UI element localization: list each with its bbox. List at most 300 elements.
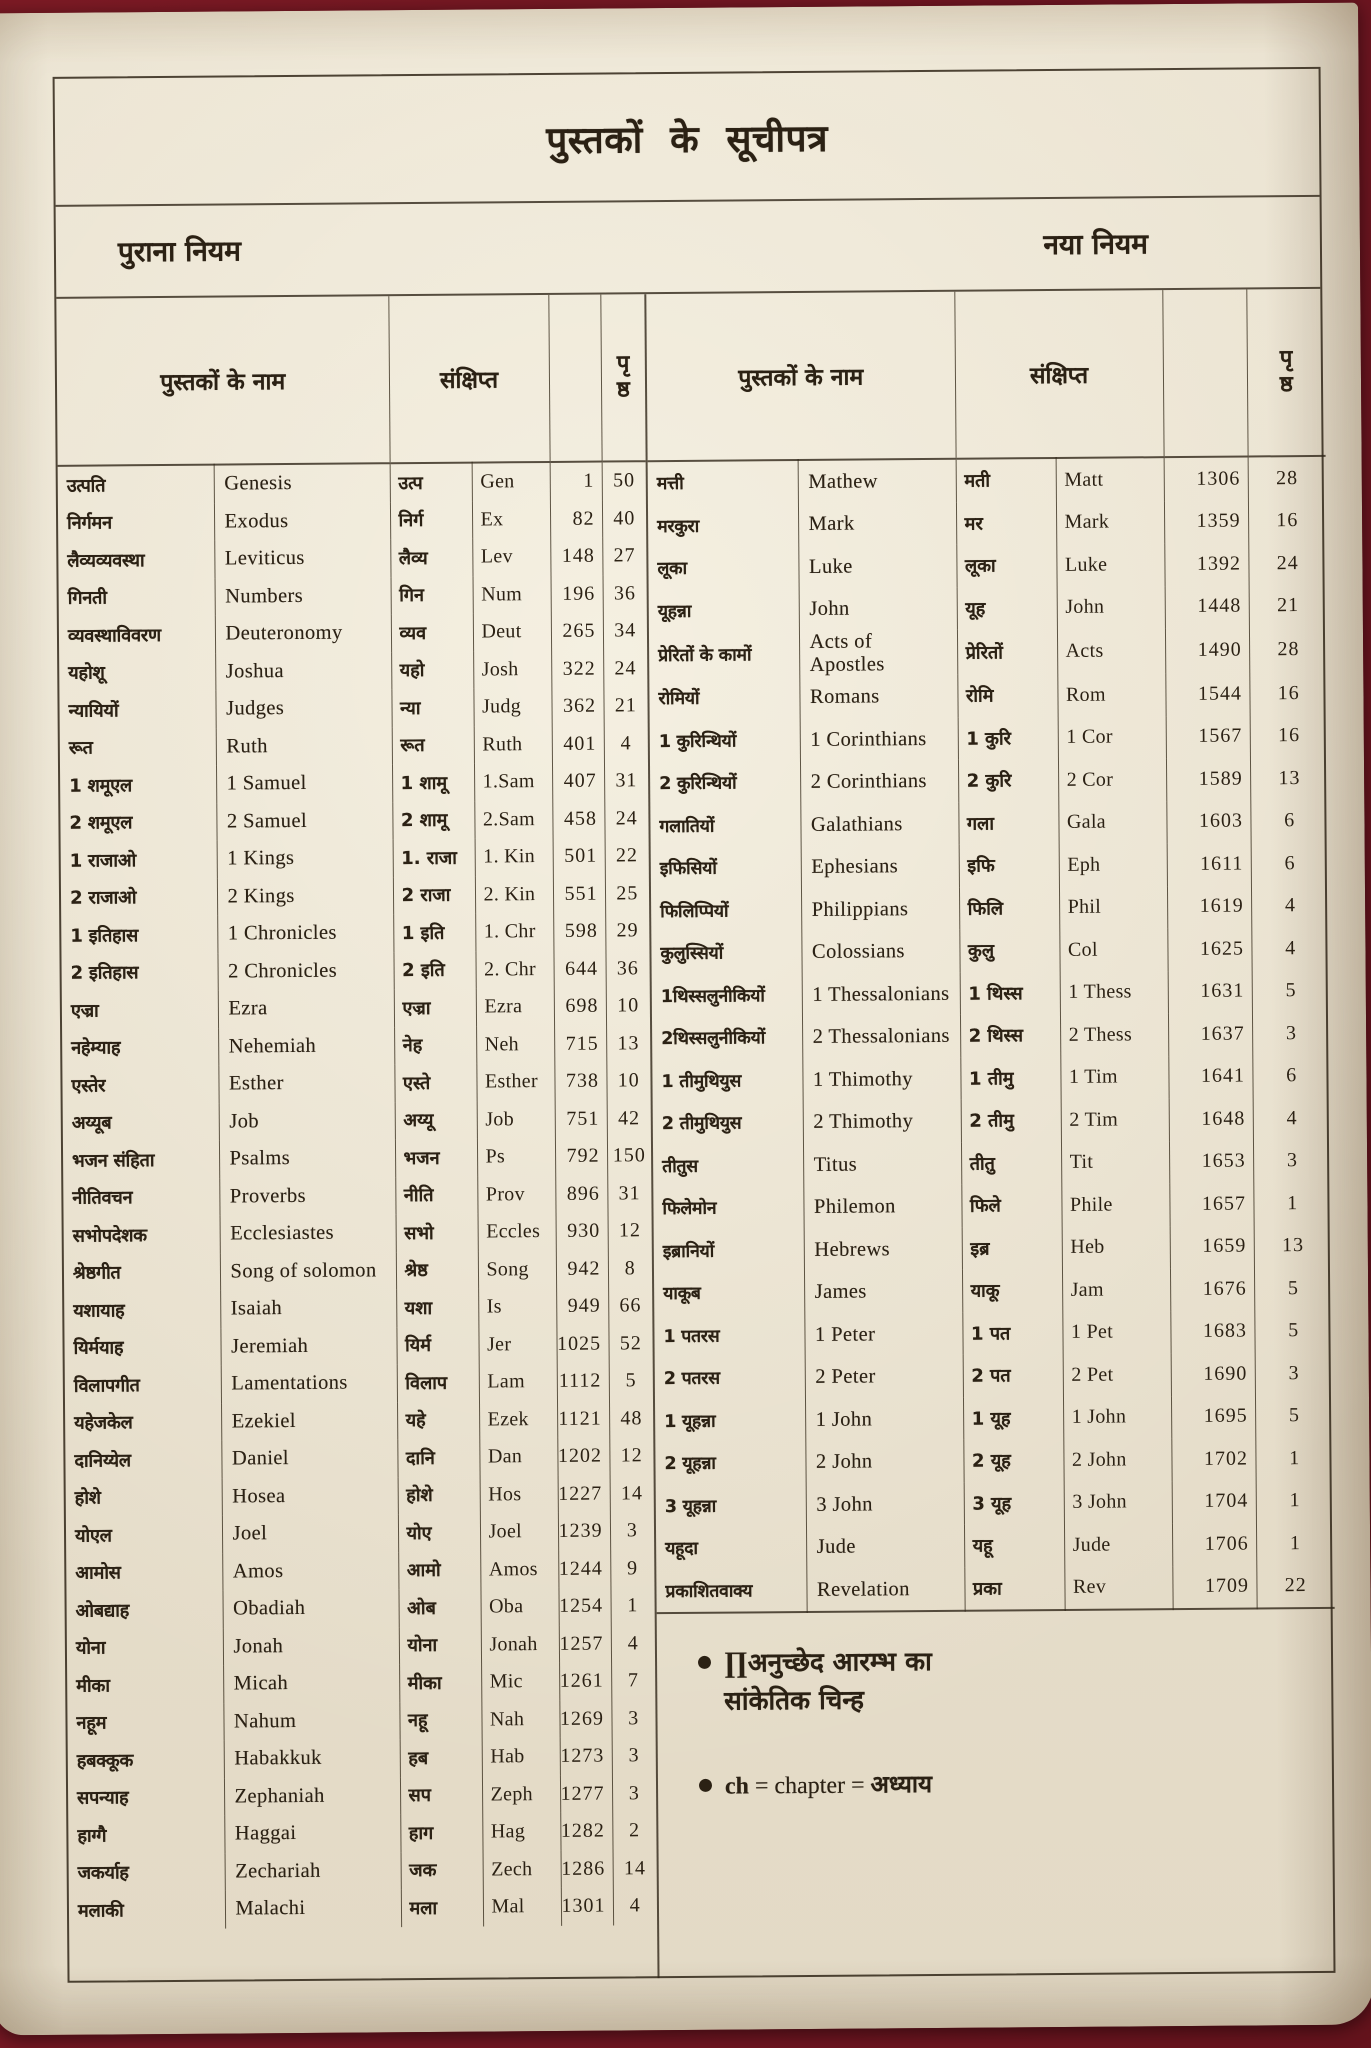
book-name-hindi-cell: याकूब [663,1284,701,1305]
book-abbr-english-cell: Lam [479,1363,557,1401]
page-number-cell: 1121 [557,1400,609,1438]
book-abbr-english-cell: Ezra [476,988,554,1026]
book-name-hindi-cell: नहूम [76,1712,107,1734]
chapter-count-cell: 21 [603,687,647,725]
book-name-hindi-cell: 1 पतरस [663,1326,720,1347]
book-abbr-hindi-cell: होशे [398,1476,480,1514]
table-row [648,499,1326,547]
chapter-count-cell: 3 [611,1700,655,1738]
chapter-count-cell: 6 [1251,842,1329,885]
table-row [65,1400,653,1442]
book-abbr-hindi-cell: 2 यूह [963,1439,1063,1482]
new-testament-table [646,289,1334,1614]
book-page [0,3,1371,2036]
book-name-hindi-cell: योएल [74,1525,112,1547]
table-row [655,1437,1333,1485]
page-number-cell: 1239 [558,1513,610,1551]
book-name-english-cell: 2 Chronicles [217,952,393,991]
book-name-hindi-cell: 3 यूहन्ना [664,1496,717,1517]
book-name-english-cell: Micah [223,1664,399,1703]
book-name-english-cell: Jonah [223,1627,399,1666]
table-row [59,612,647,654]
book-abbr-english-cell: Dan [479,1438,557,1476]
old-testament-table [56,294,657,1929]
book-name-english-cell: 1 Thessalonians [802,972,960,1016]
book-abbr-hindi-cell: यशा [396,1289,478,1327]
book-abbr-english-cell: Phile [1061,1183,1169,1226]
book-abbr-hindi-cell: 3 यूह [964,1482,1064,1525]
book-abbr-english-cell: Jam [1062,1268,1170,1311]
book-abbr-hindi-cell: आमो [398,1551,480,1589]
book-abbr-hindi-cell: अय्यू [395,1101,477,1139]
book-name-hindi-cell: यूहन्ना [657,601,692,622]
book-abbr-english-cell: Song [478,1250,556,1288]
book-name-hindi-cell: यहेजकेल [74,1412,133,1434]
chapter-count-cell: 1 [610,1587,654,1625]
book-abbr-hindi-cell: भजन [395,1139,477,1177]
table-row [66,1475,654,1517]
book-abbr-hindi-cell: 2 शामू [392,801,474,839]
book-name-english-cell: Zechariah [225,1852,401,1891]
table-row [65,1362,653,1404]
nt-header-blank [1162,289,1247,457]
page-number-cell: 1631 [1168,970,1252,1013]
book-name-hindi-cell: लूका [657,559,687,580]
book-abbr-hindi-cell: 1 शामू [392,764,474,802]
book-abbr-english-cell: Rom [1057,673,1165,716]
table-row [63,1175,651,1217]
chapter-count-cell: 1 [1255,1437,1333,1480]
ot-header-abbreviation: संक्षिप्त [388,295,549,463]
page-number-cell: 1659 [1170,1225,1254,1268]
book-abbr-hindi-cell: याकू [962,1269,1062,1312]
page-number-cell: 1709 [1172,1565,1256,1609]
chapter-count-cell: 24 [1248,542,1326,585]
page-number-cell: 401 [552,725,604,763]
book-name-english-cell: 2 John [805,1440,963,1484]
book-abbr-english-cell: 2 John [1063,1438,1171,1481]
page-number-cell: 598 [553,913,605,951]
book-abbr-hindi-cell: 1. राजा [393,839,475,877]
book-abbr-english-cell: Prov [477,1175,555,1213]
book-abbr-english-cell: Ruth [474,725,552,763]
chapter-count-cell: 4 [611,1625,655,1663]
nt-header-book-names: पुस्तकों के नाम [646,292,955,461]
chapter-count-cell: 36 [605,950,649,988]
table-row [64,1212,652,1254]
book-name-hindi-cell: गिनती [67,587,107,610]
book-name-hindi-cell: 1 इतिहास [70,924,139,947]
book-abbr-english-cell: 1 Cor [1058,716,1166,759]
book-abbr-english-cell: Gen [472,462,550,501]
page-number-cell: 1704 [1172,1480,1256,1523]
chapter-count-cell: 22 [1256,1564,1334,1608]
book-name-english-cell: 1 John [805,1397,963,1441]
book-name-english-cell: Ruth [216,727,392,766]
table-row [58,500,646,542]
table-row [59,687,647,729]
book-abbr-english-cell: 1 Tim [1060,1056,1168,1099]
page-number-cell: 1359 [1164,500,1248,543]
book-abbr-english-cell: Luke [1056,543,1164,586]
page-number-cell: 1683 [1170,1310,1254,1353]
chapter-count-cell: 3 [612,1775,656,1813]
book-abbr-english-cell: Deut [473,613,551,651]
chapter-count-cell: 1 [1256,1522,1334,1565]
book-abbr-hindi-cell: प्रका [964,1567,1064,1611]
table-row [656,1522,1334,1570]
page-number-cell: 1625 [1167,928,1251,971]
legend [697,1639,1334,1806]
book-abbr-hindi-cell: 2 तीमु [961,1099,1061,1142]
table-row [58,461,646,504]
book-name-hindi-cell: नहेम्याह [71,1037,121,1060]
book-name-english-cell: Ezra [218,989,394,1028]
nt-header-page: पृ ष्ठ [1246,289,1325,457]
chapter-count-cell: 10 [606,987,650,1025]
book-name-hindi-cell: इब्रानियों [662,1241,715,1262]
book-abbr-english-cell: 2. Kin [475,875,553,913]
book-name-english-cell: Obadiah [222,1589,398,1628]
page-number-cell: 1653 [1169,1140,1253,1183]
legend-chapter-text: ch = chapter = अध्याय [724,1770,933,1800]
book-abbr-hindi-cell: रूत [392,726,474,764]
book-abbr-hindi-cell: नहू [399,1701,481,1739]
old-testament-rows [58,461,657,1929]
book-name-english-cell: Daniel [221,1439,397,1478]
table-row [61,950,649,992]
table-row [69,1887,657,1929]
paragraph-symbol: ∏ [723,1646,748,1679]
page-number-cell: 1301 [561,1888,613,1926]
book-name-english-cell: 2 Corinthians [800,760,958,804]
table-row [68,1737,656,1779]
page-number-cell: 148 [550,538,602,576]
chapter-count-cell: 21 [1249,584,1327,627]
page-number-cell: 1637 [1168,1013,1252,1056]
book-abbr-english-cell: Phil [1059,886,1167,929]
chapter-count-cell: 5 [1255,1394,1333,1437]
table-row [62,1025,650,1067]
book-abbr-hindi-cell: फिले [961,1184,1061,1227]
book-name-english-cell: Colossians [801,930,959,974]
chapter-count-cell: 14 [610,1475,654,1513]
book-name-english-cell: Genesis [214,463,390,503]
book-name-hindi-cell: 1 राजाओ [69,849,137,872]
book-abbr-hindi-cell: योना [399,1626,481,1664]
book-abbr-hindi-cell: फिलि [959,887,1059,930]
chapter-count-cell: 2 [612,1812,656,1850]
legend-item-paragraph-symbol [697,1639,1334,1721]
page-number-cell: 265 [551,613,603,651]
book-name-english-cell: Habakkuk [224,1739,400,1778]
page-number-cell: 1619 [1167,885,1251,928]
nt-header-abbreviation: संक्षिप्त [954,290,1163,459]
chapter-count-cell: 27 [602,537,646,575]
book-abbr-hindi-cell: मर [956,501,1056,544]
table-row [652,1054,1330,1102]
book-name-english-cell: 2 Thimothy [803,1100,961,1144]
book-abbr-english-cell: 1. Chr [475,913,553,951]
book-name-english-cell: Isaiah [220,1289,396,1328]
book-abbr-english-cell: Judg [473,688,551,726]
book-abbr-hindi-cell: व्यव [391,614,473,652]
book-name-hindi-cell: यहोशू [68,662,105,685]
book-abbr-english-cell: Col [1059,928,1167,971]
book-name-english-cell: Mark [798,502,956,546]
book-abbr-english-cell: Lev [472,538,550,576]
book-name-hindi-cell: अय्यूब [71,1112,112,1134]
legend-paragraph-text: ∏अनुच्छेद आरम्भ का सांकेतिक चिन्ह [723,1646,932,1717]
book-name-hindi-cell: उत्पति [66,475,106,497]
page-number-cell: 1567 [1166,715,1250,758]
old-testament-label: पुराना नियम [117,234,242,269]
table-row [62,1062,650,1104]
book-name-hindi-cell: जकर्याह [77,1862,129,1884]
book-abbr-english-cell: Jonah [481,1625,559,1663]
chapter-count-cell: 31 [604,762,648,800]
book-abbr-english-cell: 2.Sam [474,800,552,838]
page-number-cell: 1261 [559,1663,611,1701]
book-name-english-cell: Lamentations [221,1364,397,1403]
book-abbr-hindi-cell: दानि [397,1439,479,1477]
book-abbr-english-cell: 3 John [1064,1481,1172,1524]
book-abbr-english-cell: Eccles [478,1213,556,1251]
book-name-english-cell: Proverbs [219,1177,395,1216]
chapter-count-cell: 50 [602,461,646,500]
page-number-cell: 949 [556,1288,608,1326]
book-abbr-hindi-cell: सभो [396,1214,478,1252]
book-abbr-english-cell: Acts [1057,628,1165,674]
book-name-english-cell: Ecclesiastes [220,1214,396,1253]
table-row [67,1662,655,1704]
book-name-hindi-cell: होशे [74,1487,101,1509]
book-abbr-hindi-cell: मला [401,1889,483,1927]
book-name-hindi-cell: 2थिस्सलुनीकियों [661,1028,766,1050]
book-abbr-hindi-cell: 1 यूह [963,1397,1063,1440]
book-name-hindi-cell: आमोस [75,1562,121,1584]
legend-item-chapter [698,1762,1334,1806]
book-name-hindi-cell: 2 इतिहास [70,962,139,985]
book-name-hindi-cell: प्रेरितों के कामों [658,644,752,666]
book-abbr-hindi-cell: मती [956,458,1056,502]
page-number-cell: 792 [555,1138,607,1176]
book-abbr-hindi-cell: 2 इति [393,951,475,989]
table-row [59,650,647,692]
table-row [65,1437,653,1479]
table-row [68,1775,656,1817]
book-abbr-english-cell: 1 Thess [1060,971,1168,1014]
book-name-hindi-cell: नीतिवचन [72,1187,133,1209]
book-name-english-cell: Nehemiah [218,1027,394,1066]
chapter-count-cell: 28 [1249,627,1327,673]
book-abbr-english-cell: Ex [472,500,550,538]
nt-header-row [646,289,1325,461]
book-name-hindi-cell: 2 यूहन्ना [664,1454,716,1475]
book-name-english-cell: Philemon [803,1185,961,1229]
chapter-count-cell: 16 [1249,672,1327,715]
chapter-count-cell: 24 [603,650,647,688]
page-number-cell: 942 [556,1250,608,1288]
table-row [651,927,1329,975]
book-abbr-hindi-cell: 1 तीमु [960,1057,1060,1100]
page-number-cell: 1269 [559,1700,611,1738]
page-number-cell: 1227 [558,1475,610,1513]
book-abbr-english-cell: Hab [482,1738,560,1776]
page-number-cell: 1695 [1171,1395,1255,1438]
book-name-hindi-cell: मरकुरा [657,516,700,537]
book-name-hindi-cell: गलातियों [659,816,715,837]
book-abbr-english-cell: Oba [480,1588,558,1626]
book-name-english-cell: Haggai [224,1814,400,1853]
book-name-hindi-cell: तीतुस [662,1156,698,1177]
book-name-hindi-cell: एज्रा [70,1000,99,1022]
book-abbr-hindi-cell: कुलु [959,929,1059,972]
page-number-cell: 1277 [560,1775,612,1813]
chapter-count-cell: 10 [606,1062,650,1100]
book-name-hindi-cell: 1थिस्सलुनीकियों [660,986,765,1007]
book-name-english-cell: Joel [222,1514,398,1553]
table-row [651,842,1329,890]
chapter-count-cell: 4 [1251,927,1329,970]
book-abbr-hindi-cell: यहू [964,1524,1064,1567]
book-name-hindi-cell: हबक्कूक [76,1750,134,1772]
page-number-cell: 1490 [1165,627,1249,673]
book-name-hindi-cell: सपन्याह [77,1787,129,1809]
page-number-cell: 1657 [1169,1183,1253,1226]
book-name-hindi-cell: फिलिप्पियों [660,901,729,922]
page-number-cell: 1282 [560,1813,612,1851]
book-abbr-hindi-cell: जक [401,1851,483,1889]
table-row [652,1012,1330,1060]
book-name-hindi-cell: योना [75,1637,106,1659]
book-abbr-hindi-cell: 1 इति [393,914,475,952]
book-name-hindi-cell: सभोपदेशक [72,1224,147,1247]
book-name-hindi-cell: 2 राजाओ [69,887,137,910]
book-abbr-english-cell: 1.Sam [474,763,552,801]
book-abbr-hindi-cell: 1 पत [962,1312,1062,1355]
chapter-count-cell: 34 [603,612,647,650]
book-name-english-cell: Zephaniah [224,1777,400,1816]
book-abbr-english-cell: Nah [481,1700,559,1738]
book-abbr-english-cell: Amos [480,1550,558,1588]
table-row [649,584,1327,632]
table-row [655,1352,1333,1400]
book-abbr-hindi-cell: लैव्य [390,539,472,577]
book-abbr-english-cell: John [1057,586,1165,629]
book-name-english-cell: John [799,587,957,631]
chapter-count-cell: 52 [608,1325,652,1363]
chapter-count-cell: 36 [603,575,647,613]
table-row [69,1850,657,1892]
book-abbr-english-cell: Num [473,575,551,613]
table-row [62,987,650,1029]
book-name-hindi-cell: मीका [76,1675,110,1697]
book-name-english-cell: Ephesians [801,845,959,889]
book-name-hindi-cell: भजन संहिता [72,1149,155,1172]
book-abbr-english-cell: 2 Pet [1063,1353,1171,1396]
book-name-english-cell: Hosea [222,1477,398,1516]
book-abbr-english-cell: Matt [1056,457,1164,501]
chapter-count-cell: 16 [1250,714,1328,757]
book-name-hindi-cell: ओबद्याह [75,1600,130,1622]
page-number-cell: 1448 [1165,585,1249,628]
book-abbr-english-cell: Zeph [482,1775,560,1813]
chapter-count-cell: 25 [605,875,649,913]
book-name-english-cell: 1 Corinthians [800,717,958,761]
page-number-cell: 1112 [557,1363,609,1401]
book-abbr-english-cell: Eph [1059,843,1167,886]
page-number-cell: 458 [552,800,604,838]
book-name-english-cell: Judges [215,689,391,728]
book-abbr-hindi-cell: इफि [959,844,1059,887]
book-abbr-english-cell: 1. Kin [475,838,553,876]
book-name-english-cell: Psalms [219,1139,395,1178]
book-abbr-english-cell: Ps [477,1138,555,1176]
book-abbr-english-cell: Mic [481,1663,559,1701]
chapter-count-cell: 29 [605,912,649,950]
chapter-count-cell: 3 [612,1737,656,1775]
table-row [650,714,1328,762]
table-row [59,575,647,617]
book-name-hindi-cell: मत्ती [656,474,684,495]
table-row [650,799,1328,847]
table-row [67,1625,655,1667]
chapter-count-cell: 13 [606,1025,650,1063]
table-row [60,800,648,842]
chapter-count-cell: 24 [604,800,648,838]
book-abbr-hindi-cell: श्रेष्ठ [396,1251,478,1289]
book-abbr-english-cell: Gala [1058,801,1166,844]
table-row [650,757,1328,805]
book-name-english-cell: 1 Kings [217,839,393,878]
chapter-count-cell: 31 [607,1175,651,1213]
book-abbr-english-cell: 2 Cor [1058,758,1166,801]
book-name-english-cell: Ezekiel [221,1402,397,1441]
page-number-cell: 551 [553,875,605,913]
table-row [66,1587,654,1629]
book-name-english-cell: Amos [222,1552,398,1591]
book-abbr-english-cell: Josh [473,650,551,688]
page-number-cell: 930 [556,1213,608,1251]
page-number-cell: 644 [553,950,605,988]
book-name-hindi-cell: मलाकी [77,1900,124,1922]
book-abbr-hindi-cell: मीका [399,1664,481,1702]
chapter-count-cell: 4 [1251,884,1329,927]
page-number-cell: 896 [555,1175,607,1213]
book-abbr-english-cell: Job [477,1100,555,1138]
page-number-cell: 1 [550,462,602,501]
chapter-count-cell: 5 [1254,1267,1332,1310]
table-row [653,1182,1331,1230]
table-row [653,1097,1331,1145]
new-testament-rows [648,456,1335,1613]
book-abbr-english-cell: 2 Thess [1060,1013,1168,1056]
book-name-hindi-cell: निर्गमन [67,512,112,535]
table-row [655,1394,1333,1442]
table-row [653,1139,1331,1187]
book-name-english-cell: Galathians [800,802,958,846]
book-abbr-hindi-cell: 2 पत [963,1354,1063,1397]
table-row [648,542,1326,590]
book-abbr-hindi-cell: यहे [397,1401,479,1439]
table-row [66,1512,654,1554]
table-row [656,1479,1334,1527]
book-name-english-cell: Luke [798,545,956,589]
table-row [656,1564,1334,1613]
chapter-count-cell: 1 [1256,1479,1334,1522]
book-abbr-hindi-cell: यिर्म [396,1326,478,1364]
